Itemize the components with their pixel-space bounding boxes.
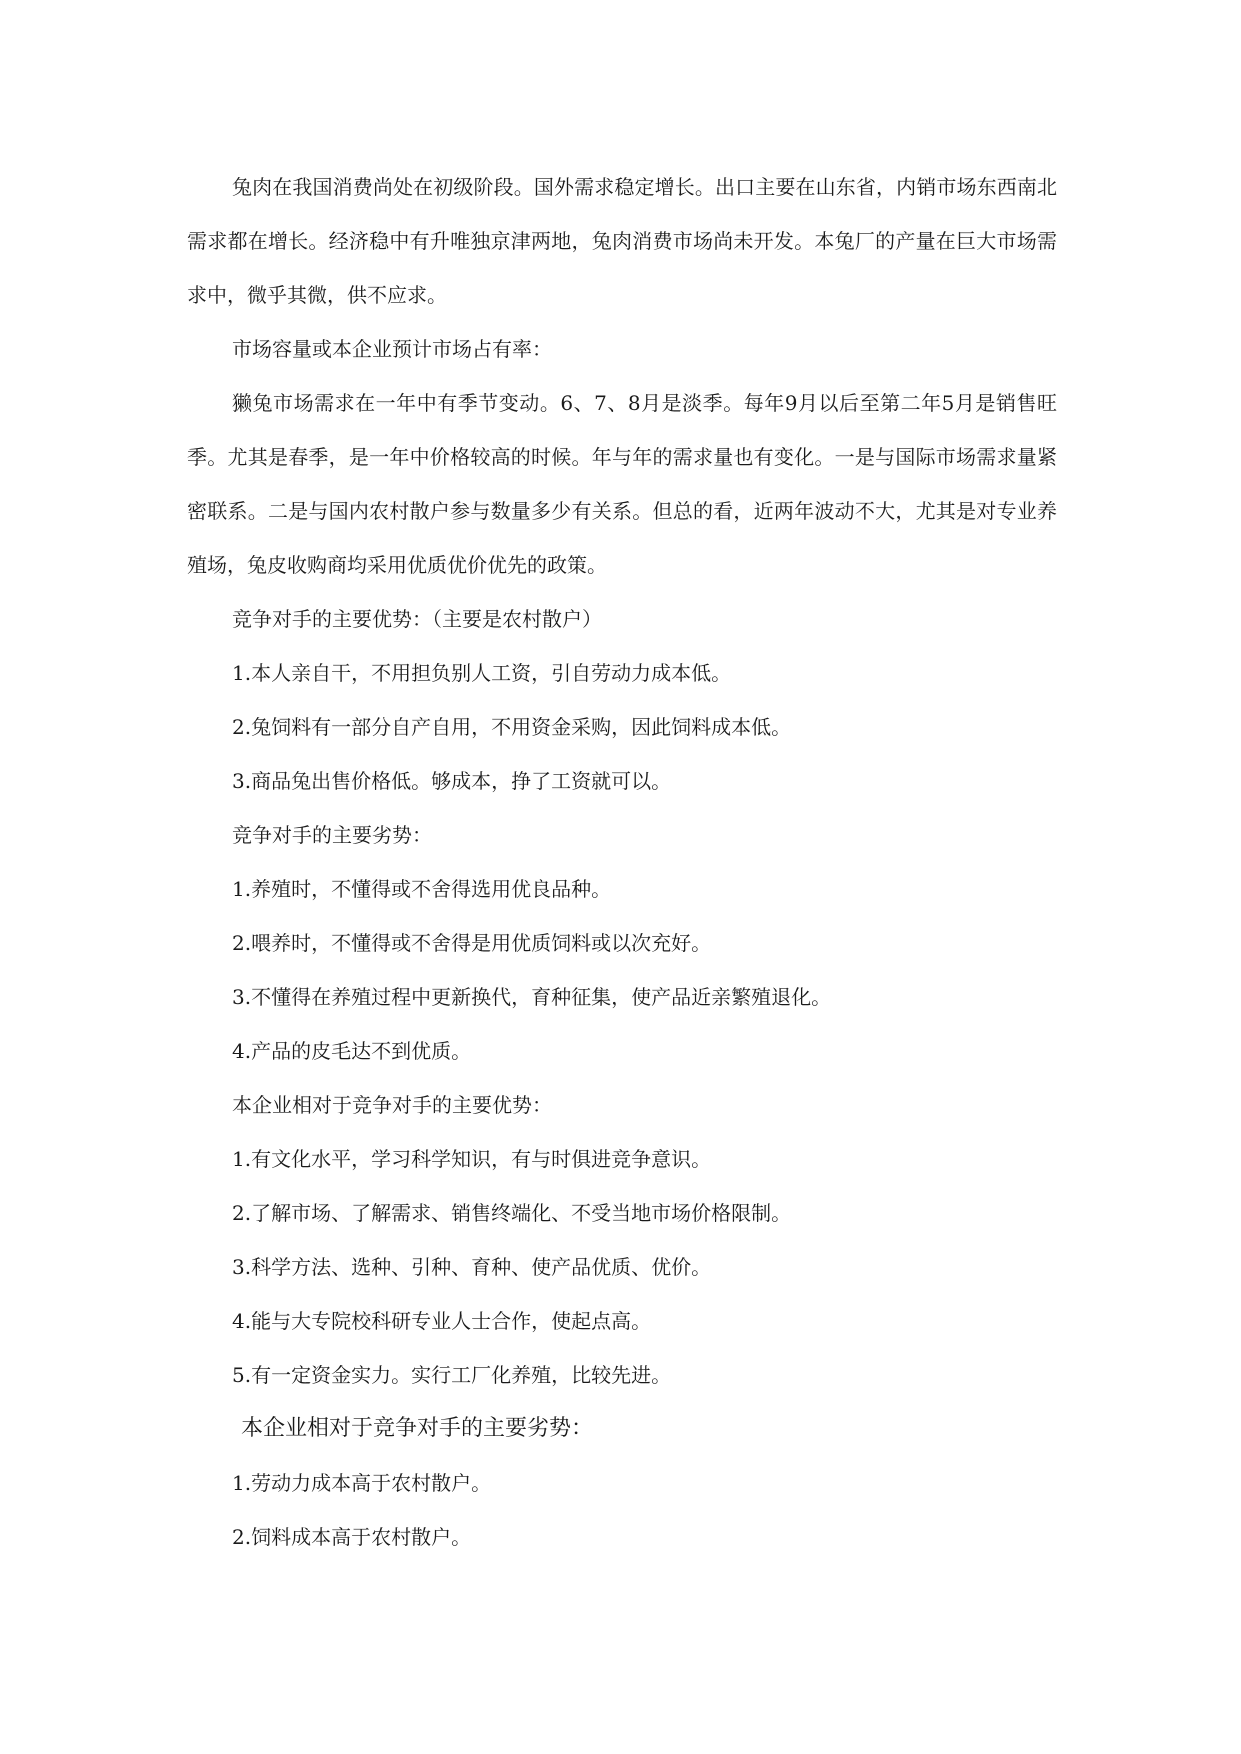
competitor-advantage-item: 3.商品兔出售价格低。够成本，挣了工资就可以。 <box>232 769 672 793</box>
our-advantage-item: 1.有文化水平，学习科学知识，有与时俱进竞争意识。 <box>232 1147 712 1171</box>
competitor-disadvantage-item: 2.喂养时，不懂得或不舍得是用优质饲料或以次充好。 <box>232 931 712 955</box>
competitor-advantage-item: 2.兔饲料有一部分自产自用，不用资金采购，因此饲料成本低。 <box>232 715 792 739</box>
competitor-disadvantage-item: 3.不懂得在养殖过程中更新换代，育种征集，使产品近亲繁殖退化。 <box>232 985 832 1009</box>
document-body <box>187 160 1057 1564</box>
paragraph-seasonal-demand: 獭兔市场需求在一年中有季节变动。6、7、8月是淡季。每年9月以后至第二年5月是销售旺季。尤其是春季，是一年中价格较高的时候。年与年的需求量也有变化。一是与国际市场需求量紧密联系。二是与国内农村散户参与数量多少有关系。但总的看，近两年波动不大，尤其是对专业养殖场，兔皮收购商均采用优质优价优先的政策。 <box>187 391 1057 577</box>
paragraph-market-demand: 兔肉在我国消费尚处在初级阶段。国外需求稳定增长。出口主要在山东省，内销市场东西南北需求都在增长。经济稳中有升唯独京津两地，兔肉消费市场尚未开发。本兔厂的产量在巨大市场需求中，微乎其微，供不应求。 <box>187 175 1057 307</box>
our-advantage-item: 3.科学方法、选种、引种、育种、使产品优质、优价。 <box>232 1255 712 1279</box>
paragraph-market-capacity-heading: 市场容量或本企业预计市场占有率： <box>232 337 552 361</box>
our-advantage-item: 2.了解市场、了解需求、销售终端化、不受当地市场价格限制。 <box>232 1201 792 1225</box>
our-advantage-item: 5.有一定资金实力。实行工厂化养殖，比较先进。 <box>232 1363 672 1387</box>
our-advantage-item: 4.能与大专院校科研专业人士合作，使起点高。 <box>232 1309 652 1333</box>
our-advantages-heading: 本企业相对于竞争对手的主要优势： <box>232 1093 552 1117</box>
our-disadvantage-item: 2.饲料成本高于农村散户。 <box>232 1525 472 1549</box>
competitor-disadvantage-item: 4.产品的皮毛达不到优质。 <box>232 1039 472 1063</box>
our-disadvantage-item: 1.劳动力成本高于农村散户。 <box>232 1471 492 1495</box>
competitor-advantages-heading: 竞争对手的主要优势：（主要是农村散户） <box>232 607 602 631</box>
competitor-disadvantage-item: 1.养殖时，不懂得或不舍得选用优良品种。 <box>232 877 612 901</box>
our-disadvantages-heading: 本企业相对于竞争对手的主要劣势： <box>241 1416 594 1441</box>
competitor-advantage-item: 1.本人亲自干，不用担负别人工资，引自劳动力成本低。 <box>232 661 732 685</box>
competitor-disadvantages-heading: 竞争对手的主要劣势： <box>232 823 432 847</box>
